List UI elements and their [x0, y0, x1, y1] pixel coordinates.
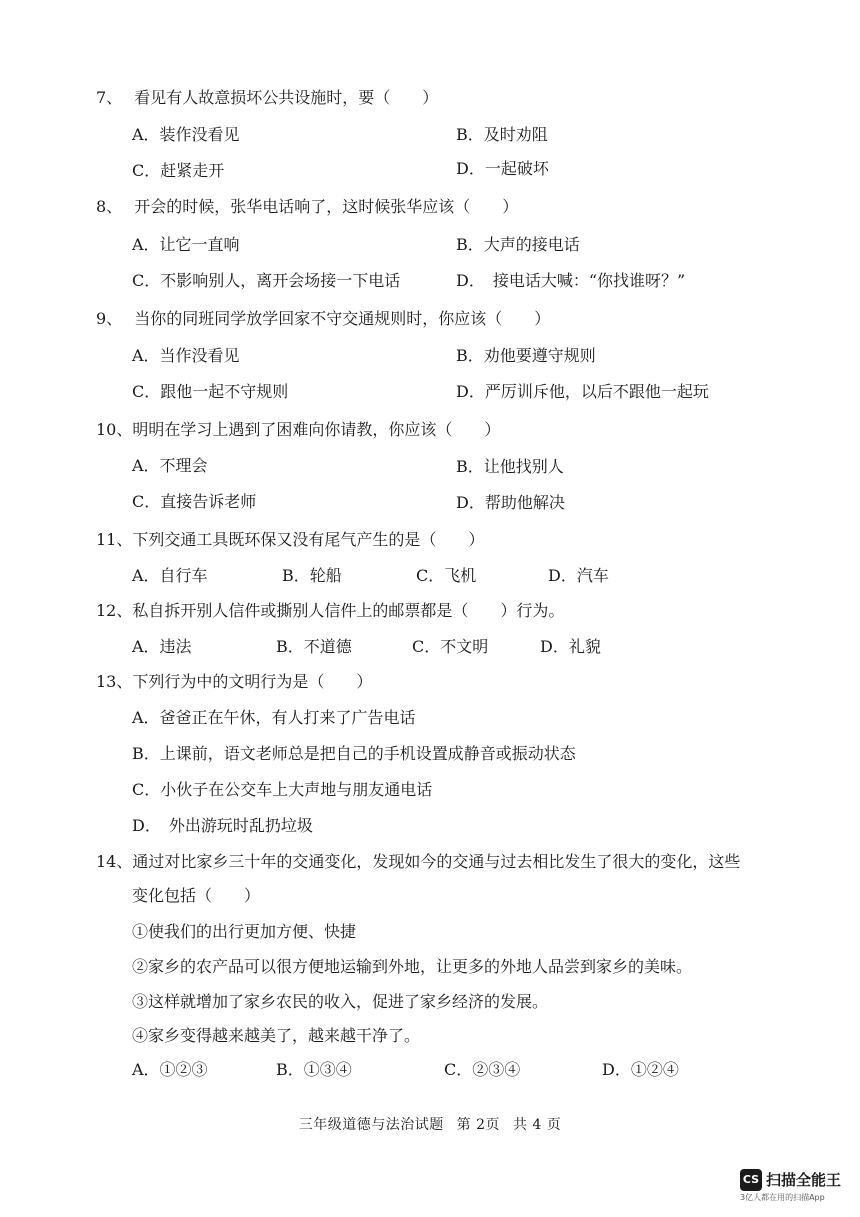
question-number: 12、 — [96, 601, 133, 620]
option: A．装作没看见 — [132, 125, 240, 144]
question-number: 11、 — [96, 530, 133, 549]
option: C．跟他一起不守规则 — [132, 382, 289, 401]
question-number: 13、 — [96, 672, 133, 691]
option: C．②③④ — [444, 1060, 521, 1079]
option: B．大声的接电话 — [456, 235, 580, 254]
statement: ③这样就增加了家乡农民的收入，促进了家乡经济的发展。 — [132, 992, 549, 1011]
question-number: 9、 — [96, 309, 123, 328]
footer-page-number: 第 2页 — [456, 1117, 501, 1133]
option: C．直接告诉老师 — [132, 492, 257, 511]
option: C．不影响别人，离开会场接一下电话 — [132, 271, 401, 290]
option: A．①②③ — [132, 1060, 208, 1079]
option: C．不文明 — [412, 637, 489, 656]
question-11 — [96, 529, 484, 551]
option: B．上课前，语文老师总是把自己的手机设置成静音或振动状态 — [132, 744, 576, 763]
question-stem-continued: 变化包括（ ） — [132, 886, 261, 905]
statement: ④家乡变得越来越美了，越来越干净了。 — [132, 1026, 421, 1045]
option: D．一起破坏 — [456, 159, 549, 178]
statement: ②家乡的农产品可以很方便地运输到外地，让更多的外地人品尝到家乡的美味。 — [132, 957, 693, 976]
option: D．礼貌 — [540, 637, 601, 656]
question-stem: 明明在学习上遇到了困难向你请教，你应该（ ） — [132, 420, 501, 439]
question-stem: 下列交通工具既环保又没有尾气产生的是（ ） — [132, 530, 485, 549]
option: B．劝他要遵守规则 — [456, 346, 596, 365]
option: C．小伙子在公交车上大声地与朋友通电话 — [132, 780, 433, 799]
option: A．当作没看见 — [132, 346, 240, 365]
question-8 — [96, 196, 518, 218]
statement: ①使我们的出行更加方便、快捷 — [132, 922, 357, 941]
question-number: 14、 — [96, 852, 133, 871]
question-14 — [96, 851, 740, 873]
question-stem: 私自拆开别人信件或撕别人信件上的邮票都是（ ）行为。 — [132, 601, 565, 620]
question-number: 7、 — [96, 88, 123, 107]
option: B．让他找别人 — [456, 457, 564, 476]
option: D．①②④ — [602, 1060, 679, 1079]
question-13 — [96, 671, 372, 693]
camscanner-logo-icon: CS — [740, 1169, 762, 1191]
scanner-watermark — [740, 1167, 844, 1205]
question-stem: 通过对比家乡三十年的交通变化，发现如今的交通与过去相比发生了很大的变化，这些 — [132, 852, 741, 871]
option: A．自行车 — [132, 566, 208, 585]
option: D． 接电话大喊：“你找谁呀？” — [456, 271, 686, 290]
page-footer — [0, 1114, 860, 1134]
option: B．①③④ — [276, 1060, 352, 1079]
option: D．严厉训斥他，以后不跟他一起玩 — [456, 382, 709, 401]
footer-total-pages: 共 4 页 — [512, 1117, 562, 1133]
option: D．汽车 — [548, 566, 609, 585]
question-7 — [96, 87, 438, 109]
option: A．爸爸正在午休，有人打来了广告电话 — [132, 708, 416, 727]
option: D．帮助他解决 — [456, 493, 565, 512]
option: A．不理会 — [132, 456, 208, 475]
option: A．违法 — [132, 637, 192, 656]
watermark-tagline: 3亿人都在用的扫描App — [740, 1193, 825, 1202]
question-9 — [96, 308, 550, 330]
option: B．轮船 — [282, 566, 342, 585]
option: C．赶紧走开 — [132, 161, 225, 180]
option: B．及时劝阻 — [456, 125, 548, 144]
question-stem: 当你的同班同学放学回家不守交通规则时，你应该（ ） — [134, 309, 551, 328]
footer-title: 三年级道德与法治试题 — [298, 1117, 444, 1133]
watermark-app-name: 扫描全能王 — [766, 1171, 842, 1189]
question-12 — [96, 600, 564, 622]
question-10 — [96, 419, 500, 441]
question-stem: 下列行为中的文明行为是（ ） — [132, 672, 373, 691]
option: B．不道德 — [276, 637, 352, 656]
option: C．飞机 — [416, 566, 477, 585]
question-number: 10、 — [96, 420, 133, 439]
option: D． 外出游玩时乱扔垃圾 — [132, 816, 313, 835]
question-stem: 开会的时候，张华电话响了，这时候张华应该（ ） — [134, 197, 519, 216]
question-stem: 看见有人故意损坏公共设施时，要（ ） — [134, 88, 439, 107]
question-number: 8、 — [96, 197, 123, 216]
option: A．让它一直响 — [132, 235, 240, 254]
